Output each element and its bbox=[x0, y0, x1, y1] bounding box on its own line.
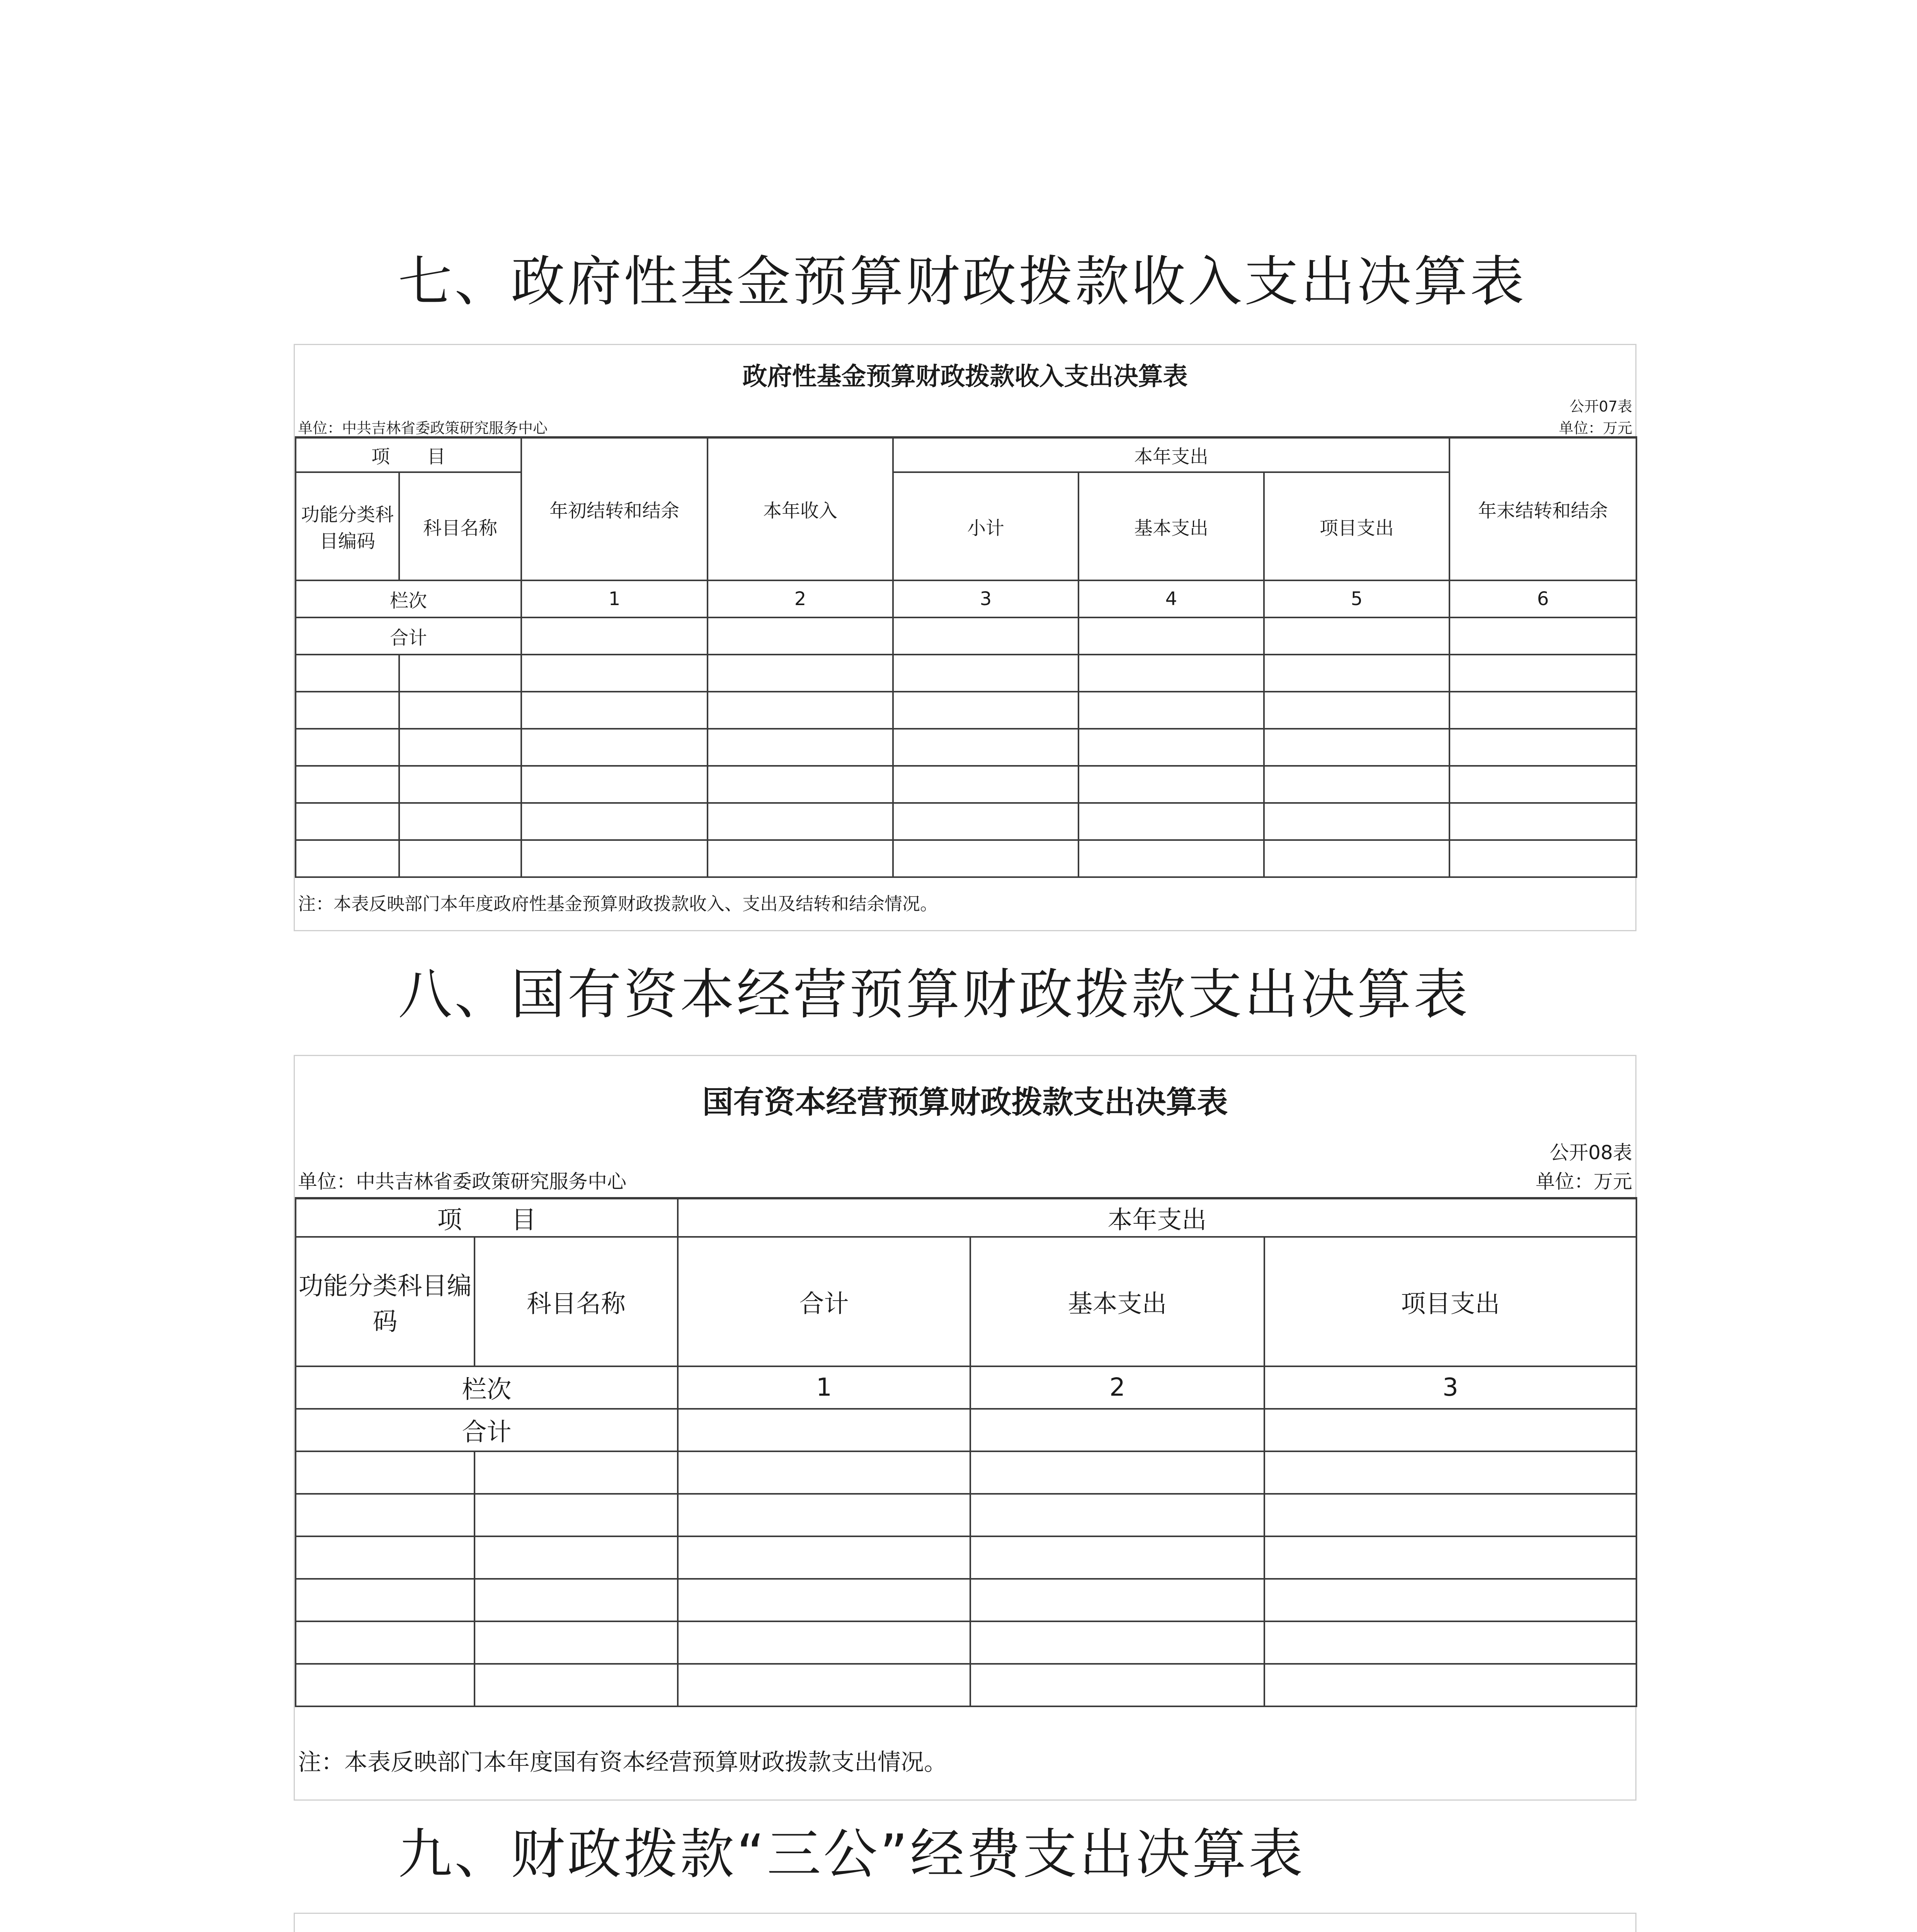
table-cell bbox=[521, 729, 708, 766]
table-row bbox=[296, 692, 1636, 729]
col-number: 4 bbox=[1078, 580, 1264, 617]
table-cell bbox=[521, 803, 708, 840]
table-cell bbox=[475, 1664, 678, 1706]
table-cell bbox=[1264, 1536, 1636, 1579]
header-project-expense: 项目支出 bbox=[1264, 472, 1449, 580]
table-cell bbox=[1264, 1579, 1636, 1621]
table-cell bbox=[296, 1536, 475, 1579]
table-row bbox=[296, 655, 1636, 692]
table-cell bbox=[296, 692, 399, 729]
table-note: 注：本表反映部门本年度国有资本经营预算财政拨款支出情况。 bbox=[298, 1749, 947, 1776]
table-row bbox=[296, 1621, 1636, 1664]
col-number: 3 bbox=[1264, 1366, 1636, 1409]
table-cell bbox=[296, 840, 399, 877]
table-cell bbox=[708, 655, 893, 692]
budget-table-08 bbox=[295, 1197, 1637, 1707]
table-cell bbox=[296, 1621, 475, 1664]
table-cell bbox=[296, 729, 399, 766]
col-number: 1 bbox=[678, 1366, 970, 1409]
table-cell bbox=[296, 1579, 475, 1621]
table-cell bbox=[475, 1451, 678, 1494]
table-cell bbox=[893, 840, 1078, 877]
table-panel-09 bbox=[294, 1913, 1636, 1932]
table-cell bbox=[1078, 692, 1264, 729]
unit-name: 单位：中共吉林省委政策研究服务中心 bbox=[298, 1170, 626, 1193]
table-row bbox=[296, 1664, 1636, 1706]
table-row bbox=[296, 1536, 1636, 1579]
col-number: 2 bbox=[708, 580, 893, 617]
table-cell bbox=[296, 1451, 475, 1494]
table-cell bbox=[708, 803, 893, 840]
table-cell bbox=[893, 803, 1078, 840]
table-cell bbox=[970, 1664, 1264, 1706]
table-cell bbox=[296, 655, 399, 692]
table-cell bbox=[475, 1579, 678, 1621]
header-project: 项 目 bbox=[296, 437, 521, 472]
table-cell bbox=[475, 1536, 678, 1579]
table-cell bbox=[1264, 840, 1449, 877]
table-cell bbox=[678, 1664, 970, 1706]
section-heading-7: 七、政府性基金预算财政拨款收入支出决算表 bbox=[398, 250, 1527, 313]
form-code: 公开08表 bbox=[1550, 1141, 1632, 1164]
header-basic-expense: 基本支出 bbox=[1078, 472, 1264, 580]
currency-unit: 单位：万元 bbox=[1536, 1170, 1632, 1193]
table-cell bbox=[399, 840, 521, 877]
table-row bbox=[296, 729, 1636, 766]
header-expense: 本年支出 bbox=[893, 437, 1449, 472]
header-closing-balance: 年末结转和结余 bbox=[1449, 437, 1636, 580]
table-cell bbox=[521, 692, 708, 729]
table-panel-07 bbox=[294, 344, 1636, 931]
table-cell bbox=[708, 692, 893, 729]
table-panel-08 bbox=[294, 1055, 1636, 1801]
table-cell bbox=[1264, 1664, 1636, 1706]
col-number: 3 bbox=[893, 580, 1078, 617]
table-cell bbox=[1264, 1409, 1636, 1451]
total-row bbox=[296, 1409, 1636, 1451]
total-row bbox=[296, 617, 1636, 655]
table-row bbox=[296, 803, 1636, 840]
table-cell bbox=[521, 766, 708, 803]
row-index-label: 栏次 bbox=[296, 580, 521, 617]
col-number: 5 bbox=[1264, 580, 1449, 617]
table-cell bbox=[1449, 692, 1636, 729]
table-cell bbox=[970, 1451, 1264, 1494]
table-cell bbox=[708, 840, 893, 877]
header-project-expense: 项目支出 bbox=[1264, 1237, 1636, 1366]
table-cell bbox=[1449, 655, 1636, 692]
table-cell bbox=[1078, 655, 1264, 692]
header-project: 项 目 bbox=[296, 1198, 678, 1237]
table-cell bbox=[678, 1409, 970, 1451]
table-cell bbox=[970, 1409, 1264, 1451]
table-cell bbox=[1078, 617, 1264, 655]
table-cell bbox=[296, 1494, 475, 1536]
table-row bbox=[296, 766, 1636, 803]
table-cell bbox=[1264, 729, 1449, 766]
table-cell bbox=[296, 766, 399, 803]
table-cell bbox=[1449, 840, 1636, 877]
table-cell bbox=[1264, 1621, 1636, 1664]
header-func-code: 功能分类科目编码 bbox=[296, 1237, 475, 1366]
table-cell bbox=[970, 1579, 1264, 1621]
table-cell bbox=[893, 692, 1078, 729]
col-number: 2 bbox=[970, 1366, 1264, 1409]
table-cell bbox=[678, 1536, 970, 1579]
header-subject-name: 科目名称 bbox=[475, 1237, 678, 1366]
table-row bbox=[296, 1494, 1636, 1536]
table-cell bbox=[399, 803, 521, 840]
table-row bbox=[296, 1579, 1636, 1621]
table-cell bbox=[1078, 803, 1264, 840]
section-heading-8: 八、国有资本经营预算财政拨款支出决算表 bbox=[398, 963, 1470, 1026]
table-cell bbox=[1078, 840, 1264, 877]
table-cell bbox=[970, 1494, 1264, 1536]
header-subject-name: 科目名称 bbox=[399, 472, 521, 580]
form-code: 公开07表 bbox=[1569, 398, 1632, 415]
table-cell bbox=[296, 1664, 475, 1706]
table-cell bbox=[678, 1494, 970, 1536]
header-income: 本年收入 bbox=[708, 437, 893, 580]
table-cell bbox=[678, 1579, 970, 1621]
table-cell bbox=[521, 617, 708, 655]
table-cell bbox=[893, 729, 1078, 766]
currency-unit: 单位：万元 bbox=[1558, 420, 1632, 437]
table-cell bbox=[708, 766, 893, 803]
table-cell bbox=[1264, 617, 1449, 655]
table-cell bbox=[521, 655, 708, 692]
table-cell bbox=[708, 617, 893, 655]
header-expense: 本年支出 bbox=[678, 1198, 1636, 1237]
table-row bbox=[296, 840, 1636, 877]
table-cell bbox=[1264, 803, 1449, 840]
total-label: 合计 bbox=[296, 1409, 678, 1451]
table-cell bbox=[893, 655, 1078, 692]
table-cell bbox=[970, 1536, 1264, 1579]
row-index-label: 栏次 bbox=[296, 1366, 678, 1409]
table-cell bbox=[399, 655, 521, 692]
header-subtotal: 小计 bbox=[893, 472, 1078, 580]
header-func-code: 功能分类科目编码 bbox=[296, 472, 399, 580]
table-cell bbox=[399, 729, 521, 766]
table-cell bbox=[970, 1621, 1264, 1664]
table-cell bbox=[1449, 729, 1636, 766]
col-number: 6 bbox=[1449, 580, 1636, 617]
table-cell bbox=[1449, 766, 1636, 803]
table-cell bbox=[475, 1494, 678, 1536]
total-label: 合计 bbox=[296, 617, 521, 655]
section-heading-9: 九、财政拨款“三公”经费支出决算表 bbox=[398, 1823, 1305, 1886]
table-cell bbox=[1264, 655, 1449, 692]
table-cell bbox=[678, 1451, 970, 1494]
unit-name: 单位：中共吉林省委政策研究服务中心 bbox=[298, 420, 548, 437]
table-cell bbox=[475, 1621, 678, 1664]
panel-title: 政府性基金预算财政拨款收入支出决算表 bbox=[742, 362, 1188, 391]
table-cell bbox=[708, 729, 893, 766]
table-cell bbox=[678, 1621, 970, 1664]
table-cell bbox=[399, 766, 521, 803]
table-cell bbox=[1449, 803, 1636, 840]
table-cell bbox=[399, 692, 521, 729]
table-cell bbox=[521, 840, 708, 877]
table-cell bbox=[296, 803, 399, 840]
table-cell bbox=[1264, 692, 1449, 729]
table-cell bbox=[1078, 729, 1264, 766]
table-note: 注：本表反映部门本年度政府性基金预算财政拨款收入、支出及结转和结余情况。 bbox=[298, 893, 938, 914]
table-cell bbox=[1264, 766, 1449, 803]
table-cell bbox=[893, 766, 1078, 803]
header-opening-balance: 年初结转和结余 bbox=[521, 437, 708, 580]
panel-title bbox=[295, 1930, 1635, 1932]
table-cell bbox=[1449, 617, 1636, 655]
table-cell bbox=[893, 617, 1078, 655]
header-basic-expense: 基本支出 bbox=[970, 1237, 1264, 1366]
budget-table-07 bbox=[295, 436, 1637, 878]
table-cell bbox=[1078, 766, 1264, 803]
table-row bbox=[296, 1451, 1636, 1494]
table-cell bbox=[1264, 1451, 1636, 1494]
panel-title: 国有资本经营预算财政拨款支出决算表 bbox=[702, 1084, 1228, 1120]
header-total: 合计 bbox=[678, 1237, 970, 1366]
col-number: 1 bbox=[521, 580, 708, 617]
table-cell bbox=[1264, 1494, 1636, 1536]
